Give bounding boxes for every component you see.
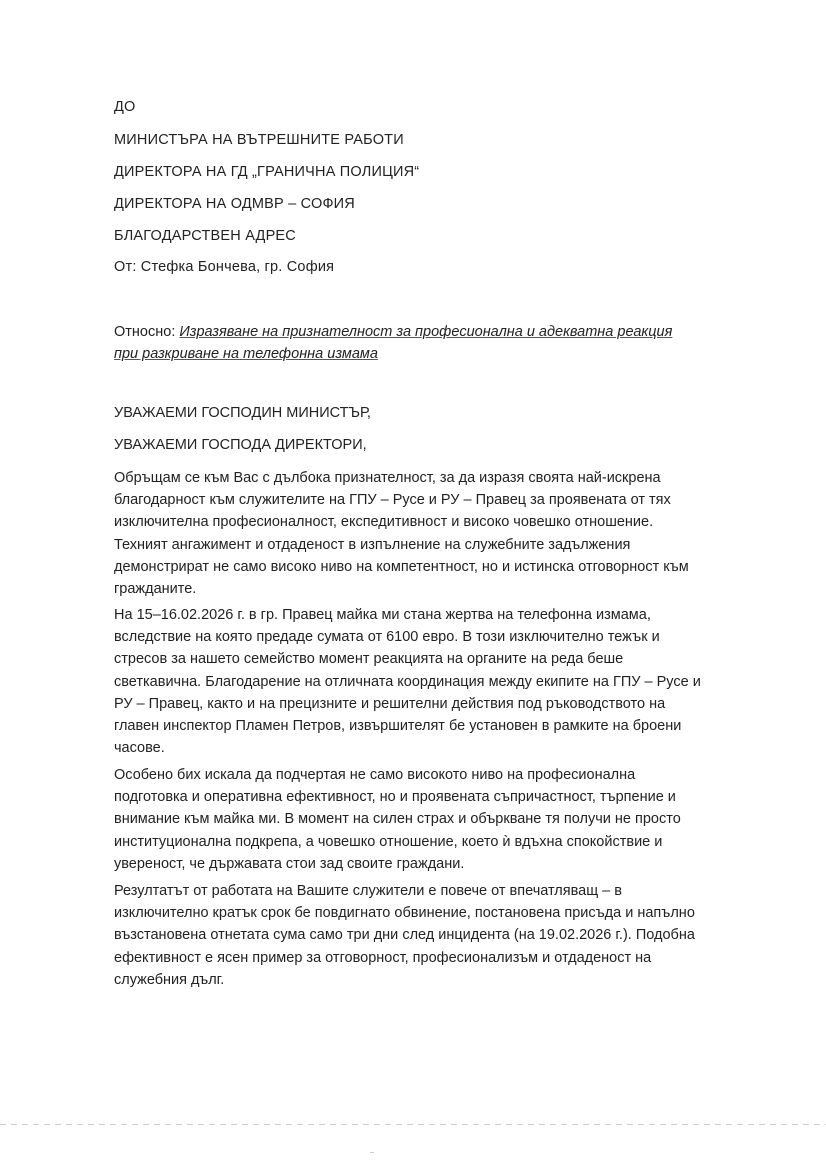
scan-artifact-dot	[370, 1152, 374, 1153]
body-paragraph-1: Обръщам се към Вас с дълбока признателност, за да изразя своята най-искрена благодарност към служителите на ГПУ – Русе и РУ – Правец за проявената от тях изключителна професионалност, експедитивност и високо човешко отношение. Техният ангажимент и отдаденост в изпълнение на служебните задължения демонстрират не само високо ниво на компетентност, но и истинска отговорност към гражданите.	[114, 470, 689, 598]
subject-text: Изразяване на признателност за професионална и адекватна реакция при разкриване на телефонна измама	[114, 324, 673, 362]
document-type: БЛАГОДАРСТВЕН АДРЕС	[114, 228, 296, 244]
greeting-minister: УВАЖАЕМИ ГОСПОДИН МИНИСТЪР,	[114, 405, 371, 421]
recipient-minister: МИНИСТЪРА НА ВЪТРЕШНИТЕ РАБОТИ	[114, 132, 404, 148]
sender-line: От: Стефка Бончева, гр. София	[114, 259, 335, 275]
body-paragraph-2: На 15–16.02.2026 г. в гр. Правец майка ми стана жертва на телефонна измама, вследствие на която предаде сумата от 6100 евро. В този изключително тежък и стресов за нашето семейство момент реакцията на органите на реда беше светкавична. Благодарение на отличната координация между екипите на ГПУ – Русе и РУ – Правец, както и на прецизните и решителни действия под ръководството на главен инспектор Пламен Петров, извършителят бе установен в рамките на броени часове.	[114, 607, 701, 757]
greeting-directors: УВАЖАЕМИ ГОСПОДА ДИРЕКТОРИ,	[114, 437, 367, 453]
recipient-border-police: ДИРЕКТОРА НА ГД „ГРАНИЧНА ПОЛИЦИЯ“	[114, 164, 420, 180]
subject-block	[114, 321, 674, 365]
addressee-to: ДО	[114, 99, 136, 115]
body-paragraph-4: Резултатът от работата на Вашите служители е повече от впечатляващ – в изключително кратък срок бе повдигнато обвинение, постановена присъда и напълно възстановена отнетата сума само три дни след инцидента (на 19.02.2026 г.). Подобна ефективност е ясен пример за отговорност, професионализъм и отдаденост на служебния дълг.	[114, 883, 695, 988]
scan-artifact-line	[0, 1124, 826, 1125]
recipient-odmvr: ДИРЕКТОРА НА ОДМВР – СОФИЯ	[114, 196, 355, 212]
body-paragraph-3: Особено бих искала да подчертая не само високото ниво на професионална подготовка и оперативна ефективност, но и проявената съпричастност, търпение и внимание към майка ми. В момент на силен страх и объркване тя получи не просто институционална подкрепа, а човешко отношение, което ѝ вдъхна спокойствие и увереност, че държавата стои зад своите граждани.	[114, 767, 681, 872]
subject-label: Относно:	[114, 324, 180, 340]
